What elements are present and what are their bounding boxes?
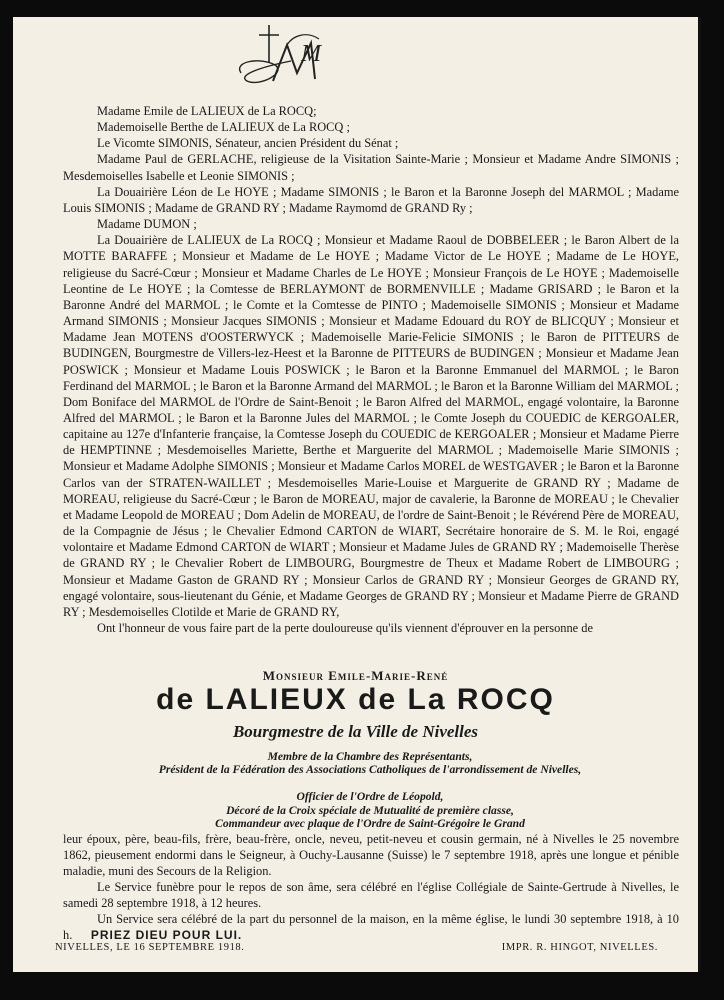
family-line: Madame DUMON ;	[97, 217, 197, 232]
svg-text:M: M	[301, 41, 321, 67]
footer	[55, 942, 658, 953]
family-line: Madame Paul de GERLACHE, religieuse de la Visitation Sainte-Marie ; Monsieur et Madame Andre SIMONIS ; Mesdemoiselles Isabelle et Leonie SIMONIS ;	[63, 152, 679, 183]
family-list	[63, 103, 679, 636]
title-line: Officier de l'Ordre de Léopold,	[296, 790, 444, 803]
funeral-notice	[13, 17, 701, 972]
cross-monogram-icon	[231, 21, 327, 93]
title-line: Commandeur avec plaque de l'Ordre de Saint-Grégoire le Grand	[215, 817, 525, 830]
deceased-surname: de LALIEUX de La ROCQ	[156, 683, 555, 716]
funeral-paragraph: Le Service funèbre pour le repos de son âme, sera célébré en l'église Collégiale de Sainte-Gertrude à Nivelles, le samedi 28 septembre 1918, à 12 heures.	[63, 880, 679, 910]
title-line: Membre de la Chambre des Représentants,	[267, 750, 473, 763]
deceased-office: Bourgmestre de la Ville de Nivelles	[232, 722, 479, 741]
announcement-line: Ont l'honneur de vous faire part de la perte douloureuse qu'ils viennent d'éprouver en la personne de	[97, 621, 593, 635]
staff-service-paragraph: Un Service sera célébré de la part du personnel de la maison, en la même église, le lundi 30 septembre 1918, à 10 h. PRIEZ DIEU POUR LUI.	[63, 912, 679, 942]
relations-paragraph: leur époux, père, beau-fils, frère, beau-frère, oncle, neveu, petit-neveu et cousin germain, né à Nivelles le 25 novembre 1862, pieusement endormi dans le Seigneur, à Ouchy-Lausanne (Suisse) le 7 septembre 1918, après une longue et pénible maladie, muni des Secours de la Religion.	[63, 832, 679, 878]
title-line: Président de la Fédération des Associations Catholiques de l'arrondissement de Nivelles,	[158, 763, 582, 776]
deceased-forenames: Monsieur Emile-Marie-René	[262, 668, 449, 683]
prayer-line: PRIEZ DIEU POUR LUI.	[90, 928, 243, 942]
printer-credit: IMPR. R. HINGOT, NIVELLES.	[501, 942, 658, 953]
family-line: Madame Emile de LALIEUX de La ROCQ;	[97, 104, 317, 118]
place-date: NIVELLES, LE 16 SEPTEMBRE 1918.	[55, 942, 245, 953]
family-line: La Douairière de LALIEUX de La ROCQ ; Monsieur et Madame Raoul de DOBBELEER ; le Baron Albert de la MOTTE BARAFFE ; Monsieur et Madame de Le HOYE ; Madame Victor de Le HOYE ; Madame de Le HOYE, religieuse du Sacré-Cœur ; Monsieur et Madame Charles de Le HOYE ; Monsieur François de Le HOYE ; Mademoiselle Leontine de Le HOYE ; la Comtesse de BERLAYMONT de BORMENVILLE ; Madame GRISARD ; le Baron et la Baronne André del MARMOL ; le Comte et la Comtesse de PINTO ; Mademoiselle SIMONIS ; Monsieur et Madame Armand SIMONIS ; Monsieur Jacques SIMONIS ; Monsieur et Madame Edouard du ROY de BLICQUY ; Monsieur et Madame Jean MOTENS d'OOSTERWYCK ; Mademoiselle Marie-Felicie SIMONIS ; le Baron de PITTEURS de BUDINGEN, Bourgmestre de Villers-lez-Heest et la Baronne de PITTEURS de BUDINGEN ; Monsieur et Madame Jean POSWICK ; Monsieur et Madame Louis POSWICK ; le Baron et la Baronne Emmanuel del MARMOL ; le Baron Ferdinand del MARMOL ; le Baron et la Baronne Armand del MARMOL ; le Baron et la Baronne William del MARMOL ; Dom Boniface del MARMOL de l'Ordre de Saint-Benoit ; le Baron Alfred del MARMOL, engagé volontaire, la Baronne Alfred del MARMOL ; le Baron et la Baronne Jules del MARMOL ; le Comte Joseph du COUEDIC de KERGOALER, capitaine au 127e d'Infanterie française, la Comtesse Joseph du COUEDIC de KERGOALER ; Monsieur et Madame Pierre de HEMPTINNE ; Mesdemoiselles Mariette, Berthe et Marguerite del MARMOL ; Mademoiselle Marie SIMONIS ; Monsieur et Madame Adolphe SIMONIS ; Monsieur et Madame Carlos MOREL de WESTGAVER ; le Baron et la Baronne Carlos van der STRATEN-WAILLET ; Mesdemoiselles Marie-Louise et Marguerite de GRAND RY ; Madame de MOREAU, religieuse du Sacré-Cœur ; le Baron de MOREAU, major de cavalerie, la Baronne de MOREAU ; le Chevalier et Madame Leopold de MOREAU ; Dom Adelin de MOREAU, de l'ordre de Saint-Benoit ; le Révérend Père de MOREAU, de la Compagnie de Jésus ; le Chevalier Edmond CARTON de WIART, Secrétaire honoraire de S. M. le Roi, engagé volontaire et Madame Edmond CARTON de WIART ; Monsieur et Madame Jules de GRAND RY ; Mademoiselle Therèse de GRAND RY ; le Chevalier Robert de LIMBOURG, Bourgmestre de Theux et Madame Robert de LIMBOURG ; Monsieur et Madame Gaston de GRAND RY ; Monsieur Carlos de GRAND RY ; Monsieur Georges de GRAND RY, engagé volontaire, sous-lieutenant du Génie, et Madame Georges de GRAND RY ; Monsieur et Madame Pierre de GRAND RY ; Mesdemoiselles Clotilde et Marie de GRAND RY,	[63, 233, 679, 619]
family-line: Le Vicomte SIMONIS, Sénateur, ancien Président du Sénat ;	[97, 136, 399, 151]
title-line: Décoré de la Croix spéciale de Mutualité de première classe,	[226, 804, 514, 817]
family-line: Mademoiselle Berthe de LALIEUX de La ROCQ ;	[97, 120, 350, 135]
closing-text	[63, 831, 679, 943]
family-line: La Douairière Léon de Le HOYE ; Madame SIMONIS ; le Baron et la Baronne Joseph del MARMOL ; Madame Louis SIMONIS ; Madame de GRAND RY ; Madame Raymomd de GRAND Ry ;	[63, 184, 679, 215]
